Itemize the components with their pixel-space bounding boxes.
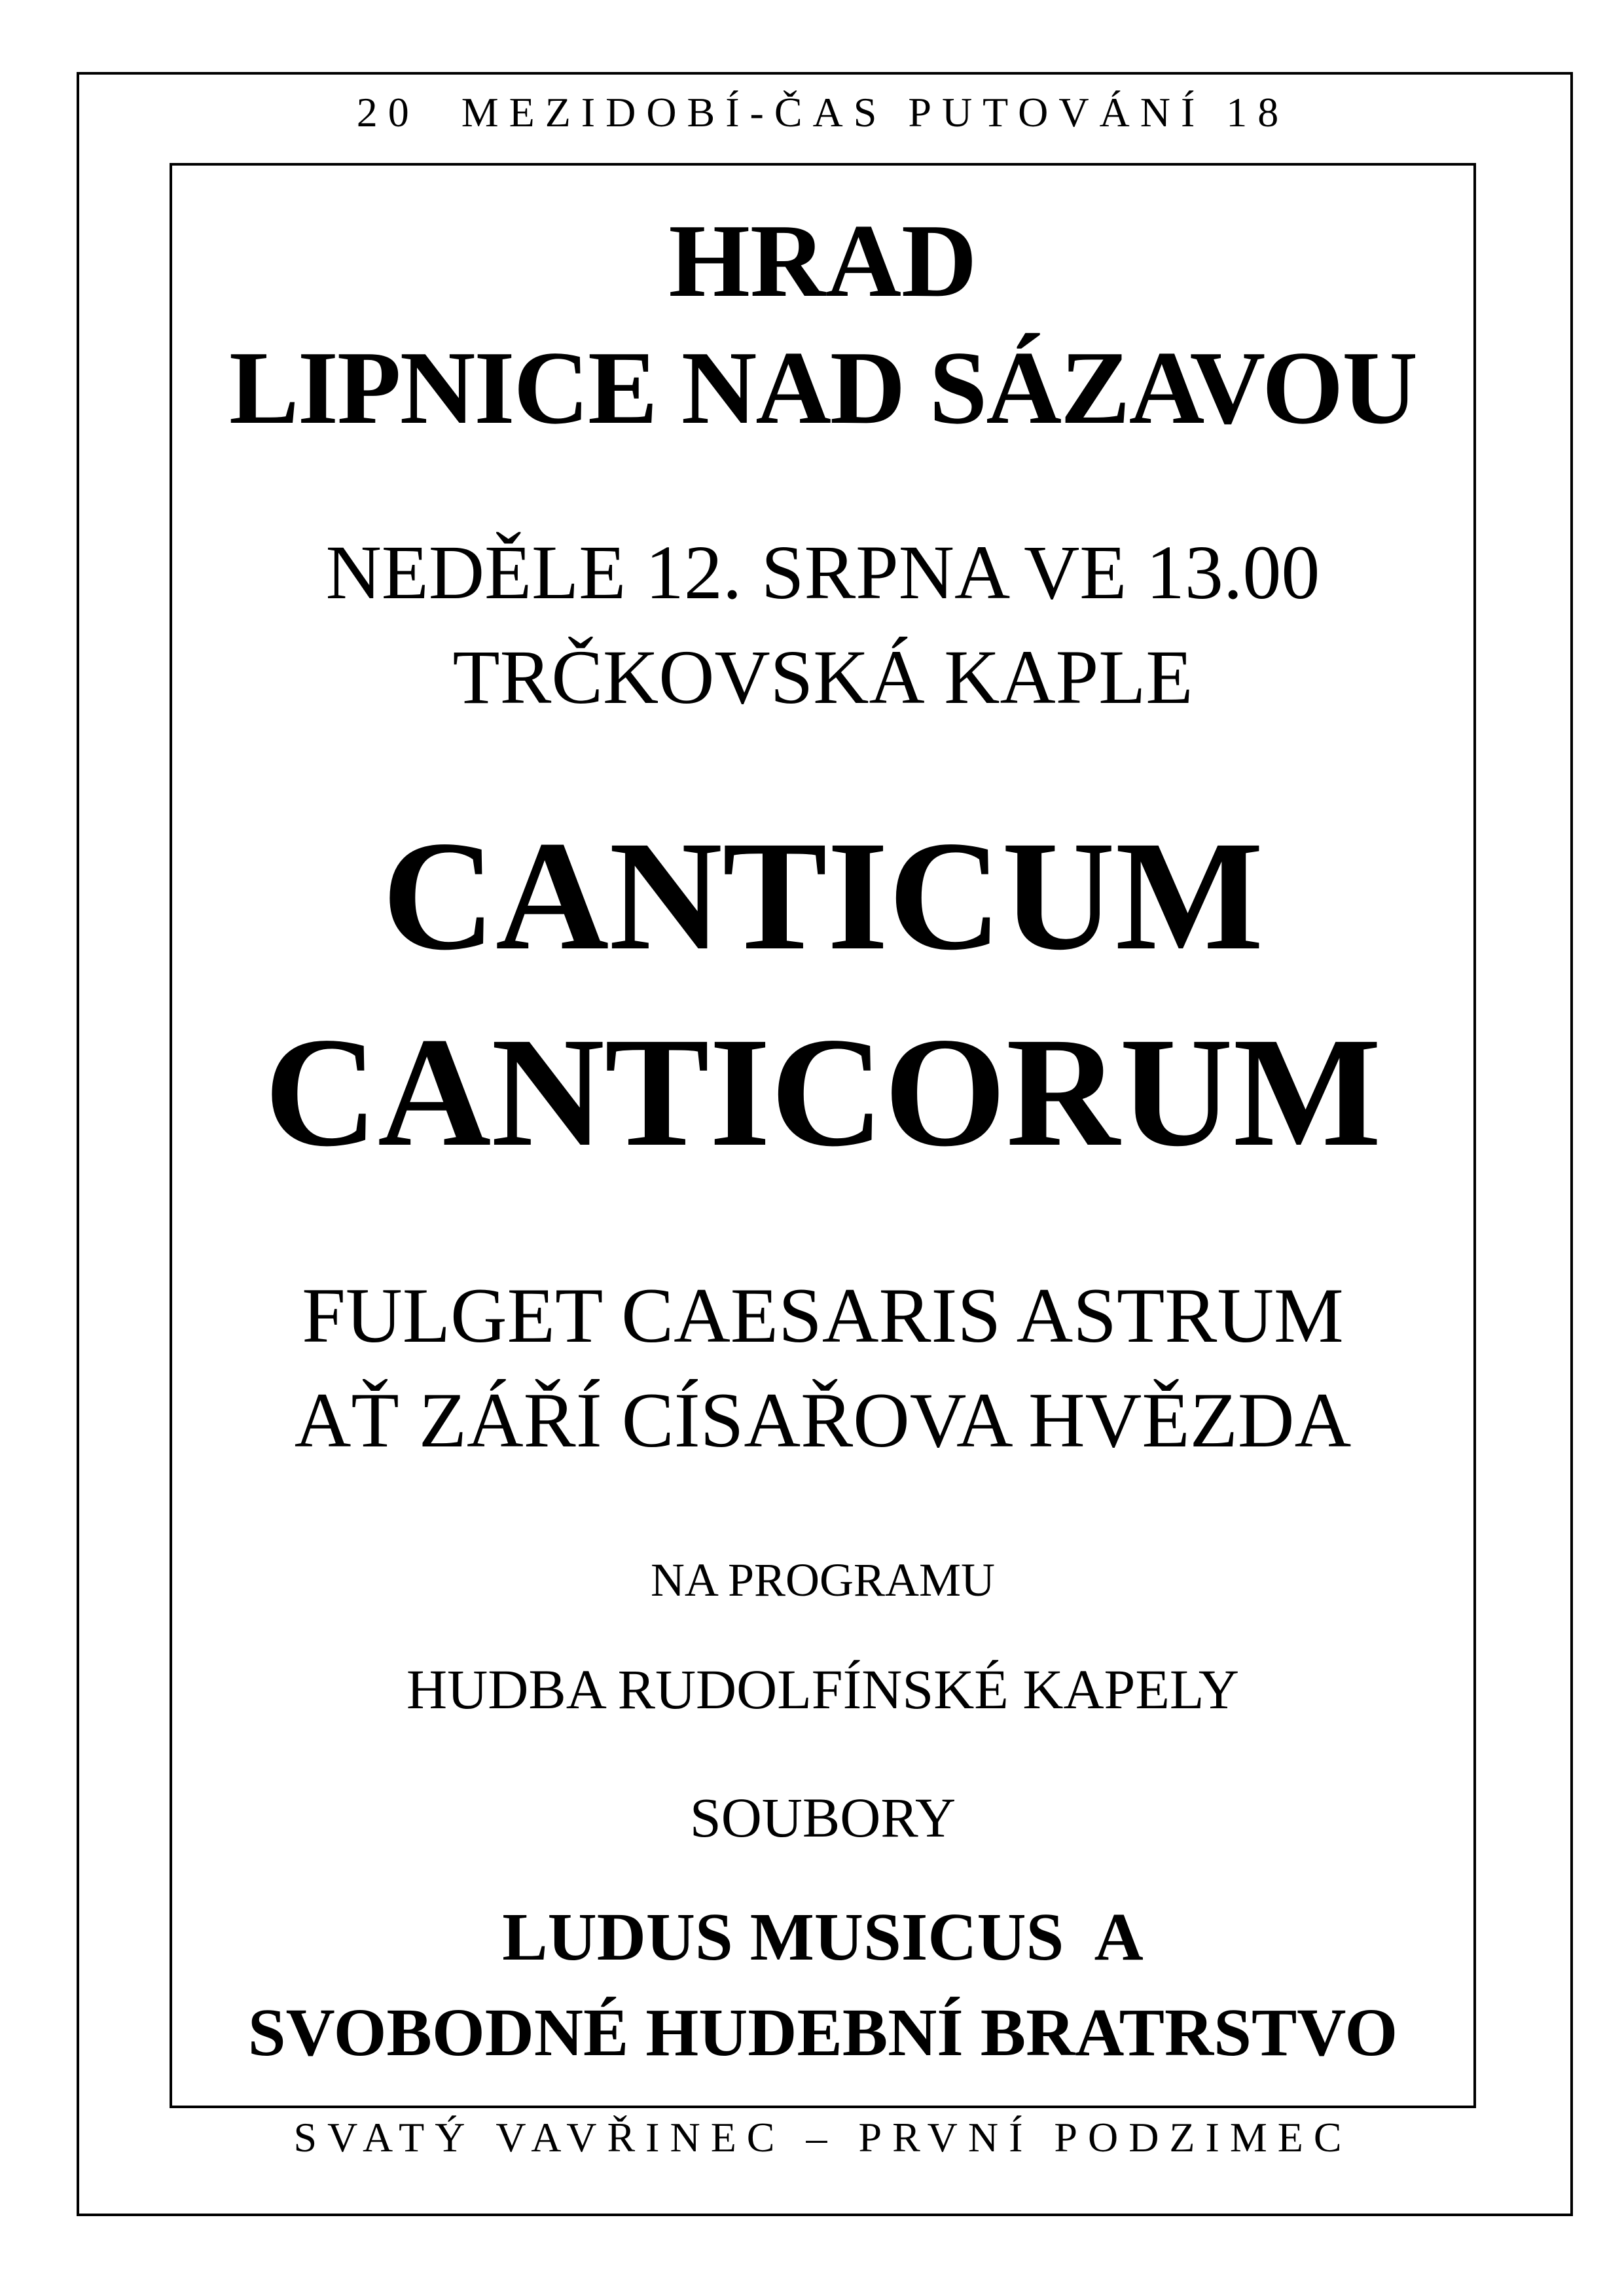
title-line-2: LIPNICE NAD SÁZAVOU — [229, 329, 1416, 446]
liturgical-footer: SVATÝ VAVŘINEC – PRVNÍ PODZIMEC — [293, 2114, 1352, 2161]
main-title-line-1: CANTICUM — [382, 808, 1264, 982]
subtitle-latin: FULGET CAESARIS ASTRUM — [302, 1272, 1344, 1359]
main-title-line-2: CANTICORUM — [264, 1005, 1382, 1179]
ensembles-line-1: LUDUS MUSICUS A — [502, 1899, 1144, 1975]
title-line-1: HRAD — [668, 202, 977, 319]
event-datetime: NEDĚLE 12. SRPNA VE 13.00 — [325, 529, 1320, 615]
program-content: HUDBA RUDOLFÍNSKÉ KAPELY — [406, 1658, 1239, 1721]
subtitle-czech: AŤ ZÁŘÍ CÍSAŘOVA HVĚZDA — [294, 1376, 1352, 1463]
liturgical-header: 20 MEZIDOBÍ-ČAS PUTOVÁNÍ 18 — [356, 89, 1290, 135]
program-label: NA PROGRAMU — [650, 1554, 996, 1606]
ensembles-line-2: SVOBODNÉ HUDEBNÍ BRATRSTVO — [247, 1995, 1398, 2070]
ensembles-label: SOUBORY — [689, 1786, 956, 1849]
event-venue: TRČKOVSKÁ KAPLE — [452, 634, 1193, 720]
